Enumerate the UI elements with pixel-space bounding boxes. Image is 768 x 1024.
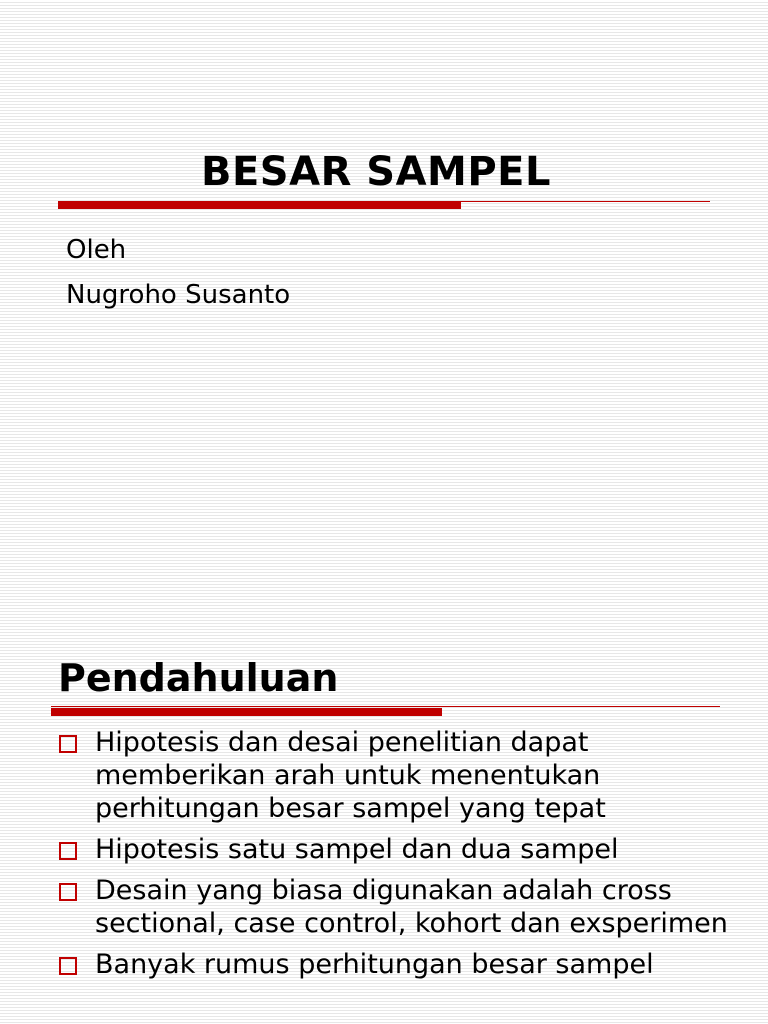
bullet-text: Hipotesis dan desai penelitian dapat memberikan arah untuk menentukan perhitungan besar sampel yang tepat xyxy=(95,727,606,824)
bullet-text: Desain yang biasa digunakan adalah cross sectional, case control, kohort dan exsperimen xyxy=(95,875,728,939)
title-divider-thick xyxy=(58,201,461,209)
list-item xyxy=(0,726,768,825)
hollow-square-bullet-icon xyxy=(59,842,77,860)
list-item xyxy=(0,948,768,981)
bullet-text: Hipotesis satu sampel dan dua sampel xyxy=(95,834,619,865)
list-item xyxy=(0,833,768,866)
list-item xyxy=(0,874,768,940)
subtitle-line-author: Nugroho Susanto xyxy=(66,280,291,310)
title-divider-thin xyxy=(51,706,720,707)
title-divider-thick xyxy=(51,708,442,716)
hollow-square-bullet-icon xyxy=(59,883,77,901)
hollow-square-bullet-icon xyxy=(59,957,77,975)
slide-2 xyxy=(0,612,768,1024)
bullet-list xyxy=(0,726,768,989)
slide-2-title: Pendahuluan xyxy=(58,656,339,700)
subtitle-line-oleh: Oleh xyxy=(66,235,127,265)
bullet-text: Banyak rumus perhitungan besar sampel xyxy=(95,949,654,980)
hollow-square-bullet-icon xyxy=(59,735,77,753)
slide-1-title: BESAR SAMPEL xyxy=(200,149,551,195)
